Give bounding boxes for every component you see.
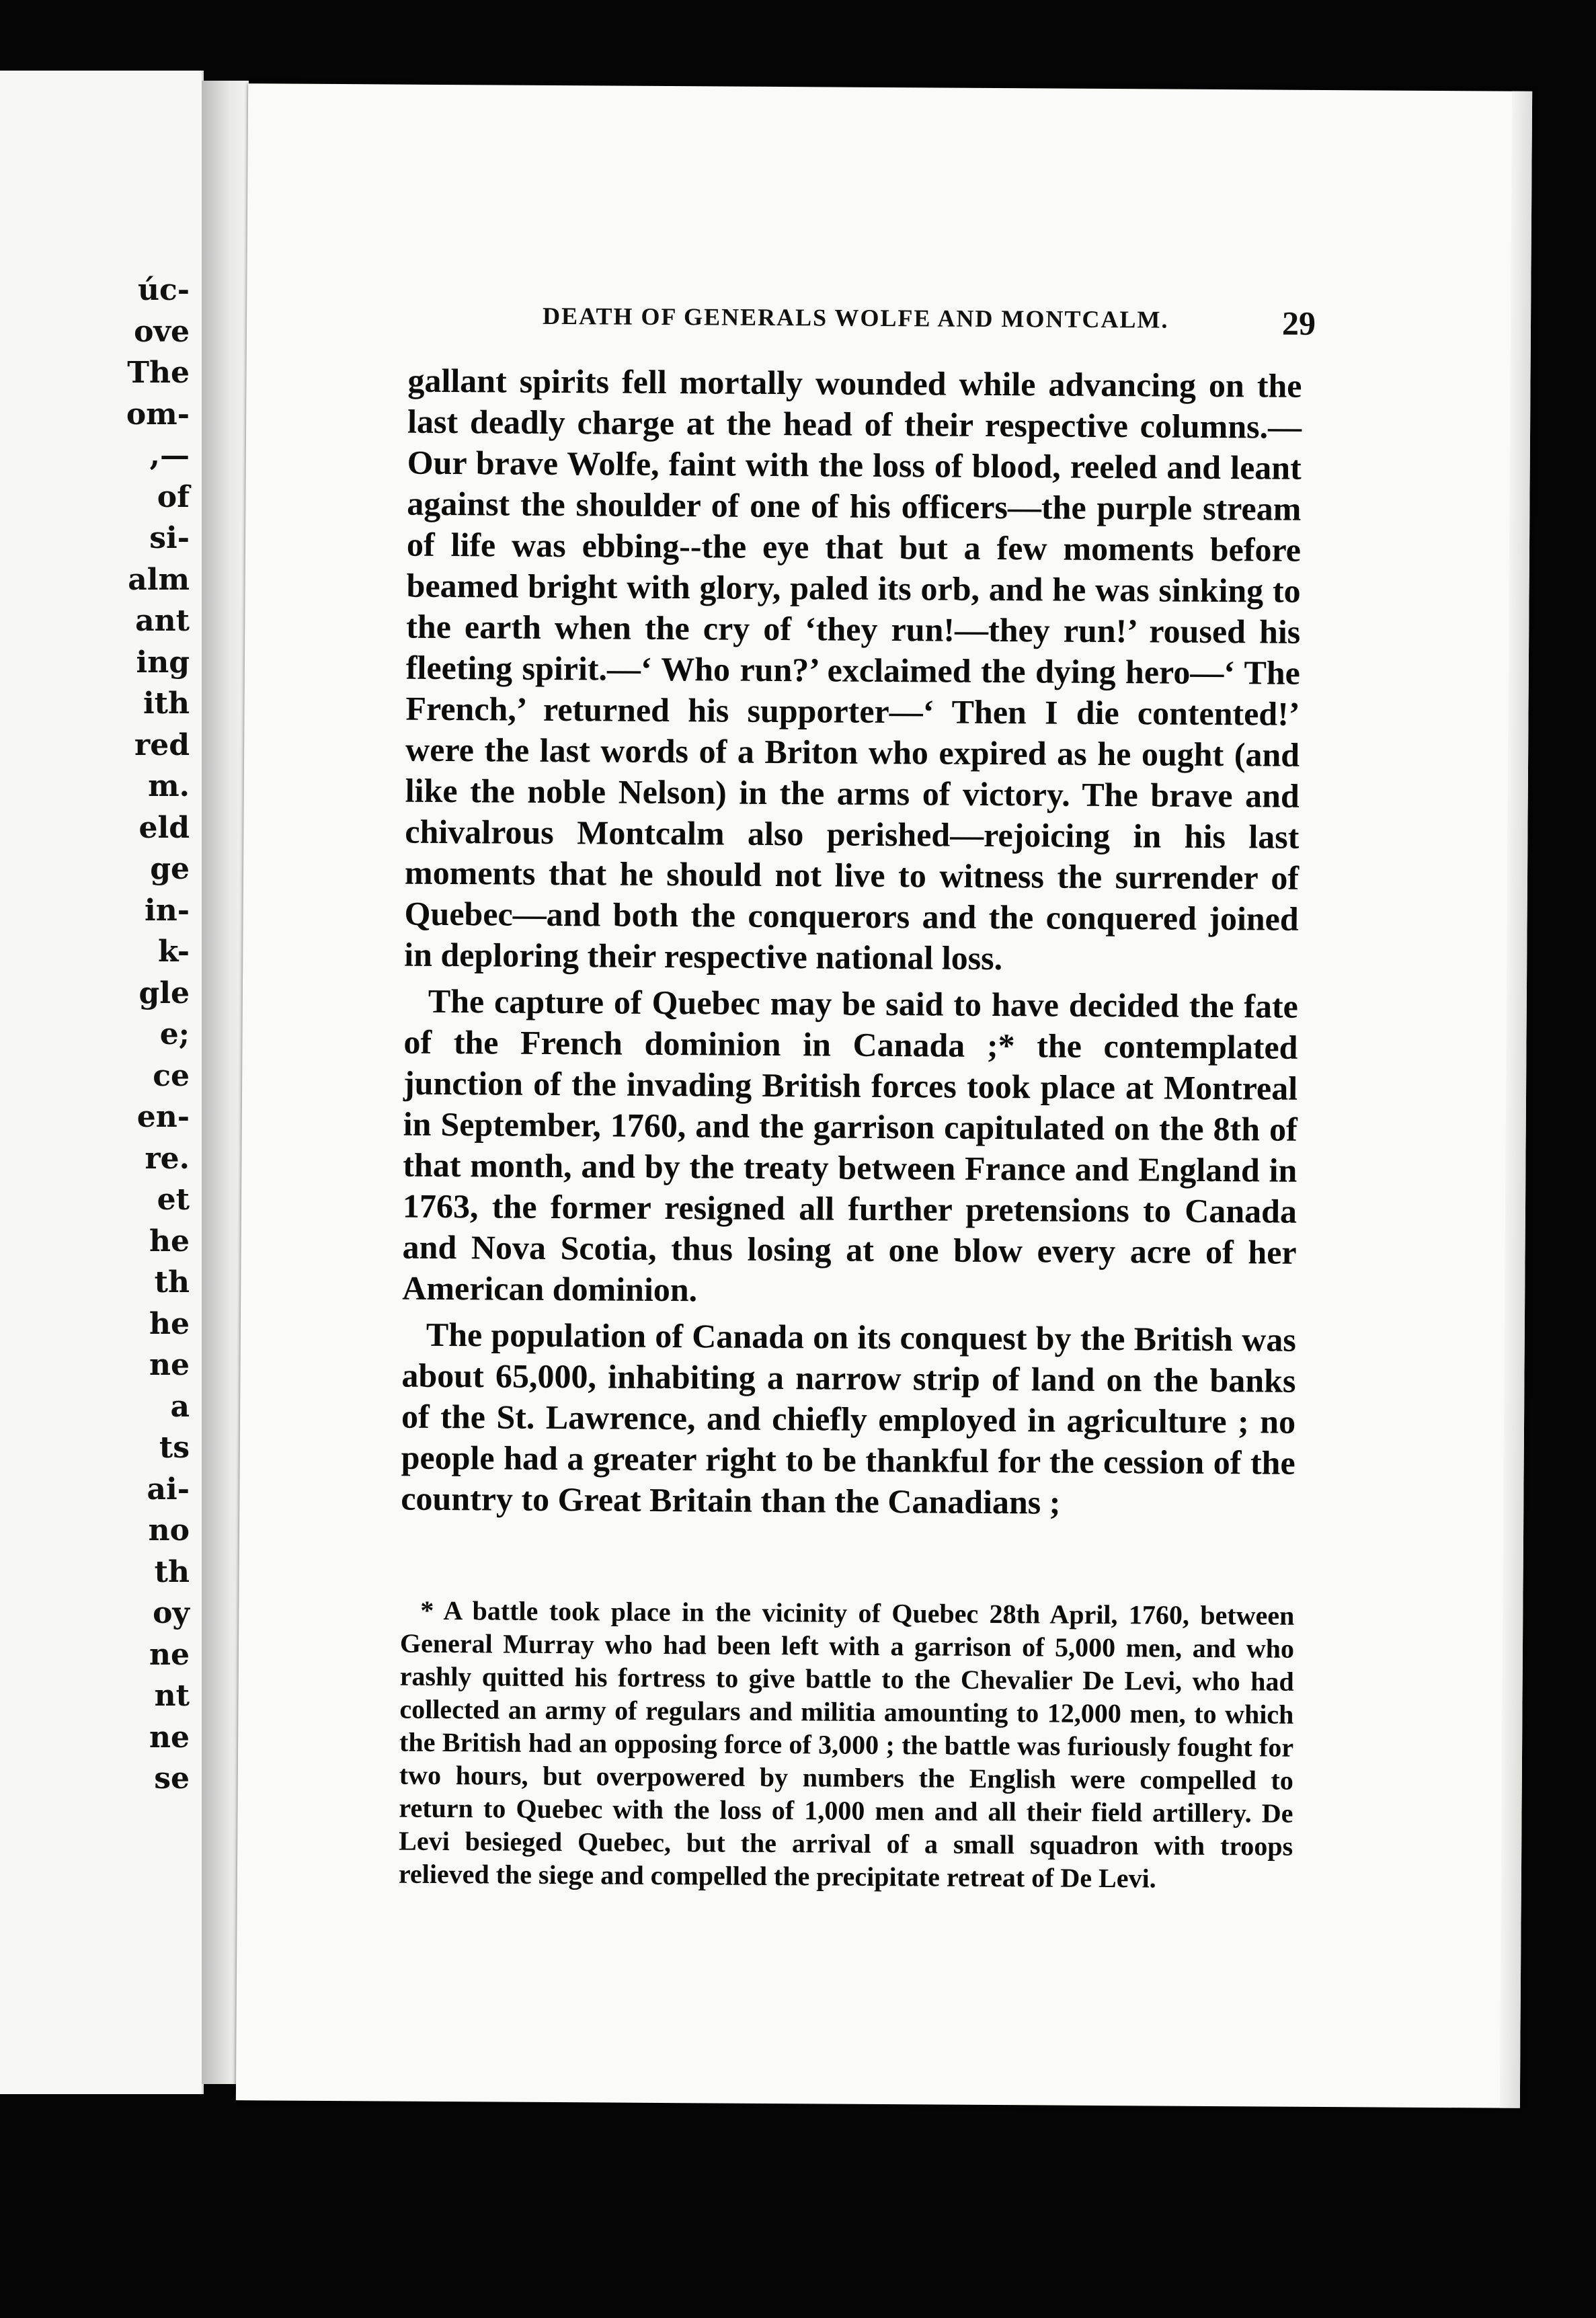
left-page-line-fragment: m. bbox=[148, 769, 190, 803]
left-page-line-fragment: ai- bbox=[147, 1472, 190, 1507]
left-page-line-fragment: he bbox=[149, 1306, 190, 1341]
left-page-line-fragment: si- bbox=[149, 521, 190, 555]
left-page-line-fragment: ,— bbox=[149, 438, 190, 473]
left-page-line-fragment: he bbox=[149, 1224, 190, 1258]
left-page-line-fragment: om- bbox=[126, 397, 190, 432]
footnote: * A battle took place in the vicinity of Quebec 28th April, 1760, between General Murray who had been left with a garrison of 5,000 men, and who rashly quitted his fortress to give battle to the Chevalier De Levi, who had collected an army of regulars and militia amounting to 12,000 men, to which the British had an opposing force of 3,000 ; the battle was furiously fought for two hours, but overpowered by numbers the English were compelled to return to Quebec with the loss of 1,000 men and all their field artillery. De Levi besieged Quebec, but the arrival of a small squadron with troops relieved the siege and compelled the precipitate retreat of De Levi. bbox=[398, 1595, 1295, 1894]
paragraph: gallant spirits fell mortally wounded while advancing on the last deadly charge at the head of their respective columns.— Our brave Wolfe, faint with the loss of blood, reeled and leant against the shoulder of one of his officers—the purple stream of life was ebbing--the eye that but a few moments before beamed bright with glory, paled its orb, and he was sinking to the earth when the cry of ‘they run!—they run!’ roused his fleeting spirit.—‘ Who run?’ exclaimed the dying hero—‘ The French,’ returned his supporter—‘ Then I die contented!’ were the last words of a Briton who expired as he ought (and like the noble Nelson) in the arms of victory. The brave and chivalrous Montcalm also perished—rejoicing in his last moments that he should not live to witness the surrender of Quebec—and both the conquerors and the conquered joined in deploring their respective national loss. bbox=[404, 361, 1302, 977]
left-page-line-fragment: ne bbox=[149, 1720, 190, 1755]
running-head: DEATH OF GENERALS WOLFE AND MONTCALM. bbox=[542, 302, 1169, 333]
left-page-line-fragment: a bbox=[170, 1389, 190, 1424]
left-facing-page bbox=[0, 71, 204, 2094]
left-page-line-fragment: re. bbox=[145, 1141, 190, 1176]
left-page-line-fragment: alm bbox=[128, 562, 190, 597]
left-page-line-fragment: in- bbox=[145, 893, 190, 928]
left-page-line-fragment: th bbox=[154, 1265, 190, 1300]
left-page-line-fragment: ith bbox=[143, 686, 190, 721]
left-page-line-fragment: e; bbox=[159, 1017, 190, 1051]
left-page-line-fragment: se bbox=[154, 1761, 190, 1796]
left-page-line-fragment: ne bbox=[149, 1348, 190, 1382]
left-page-line-fragment: gle bbox=[138, 975, 190, 1010]
left-page-line-fragment: ing bbox=[136, 645, 190, 680]
paragraph: The population of Canada on its conquest by the British was about 65,000, inhabiting a narrow strip of land on the banks of the St. Lawrence, and chiefly employed in agriculture ; no people had a greater right to be thankful for the cession of the country to Great Britain than the Canadians ; bbox=[401, 1315, 1296, 1521]
paragraph: The capture of Quebec may be said to have decided the fate of the French dominion in Canada ;* the contemplated junction of the invading British forces took place at Montreal in September, 1760, and the garrison capitulated on the 8th of that month, and by the treaty between France and England in 1763, the former resigned all further pretensions to Canada and Nova Scotia, thus losing at one blow every acre of her American dominion. bbox=[402, 982, 1298, 1309]
left-page-line-fragment: oy bbox=[153, 1596, 190, 1630]
left-page-line-fragment: ne bbox=[149, 1637, 190, 1672]
left-page-line-fragment: of bbox=[157, 479, 190, 514]
left-page-line-fragment: et bbox=[157, 1183, 190, 1217]
left-page-line-fragment: k- bbox=[158, 934, 190, 969]
page-number: 29 bbox=[1281, 304, 1316, 342]
left-page-line-fragment: eld bbox=[138, 810, 190, 845]
left-page-line-fragment: The bbox=[127, 356, 190, 390]
page-29 bbox=[236, 83, 1532, 2108]
left-page-line-fragment: ant bbox=[135, 604, 190, 638]
left-page-line-fragment: ce bbox=[153, 1058, 190, 1093]
left-page-line-fragment: en- bbox=[136, 1100, 190, 1134]
left-page-line-fragment: nt bbox=[154, 1679, 190, 1713]
left-page-line-fragment: red bbox=[134, 727, 190, 762]
left-page-line-fragment: ove bbox=[134, 314, 190, 349]
body-text bbox=[401, 360, 1302, 1525]
left-page-line-fragment: úc- bbox=[137, 273, 190, 307]
left-page-line-fragment: ge bbox=[150, 852, 190, 886]
left-page-line-fragment: no bbox=[148, 1513, 190, 1548]
page-edge bbox=[1500, 91, 1532, 2108]
left-page-line-fragment: ts bbox=[159, 1431, 190, 1465]
left-page-line-fragment: th bbox=[154, 1554, 190, 1589]
